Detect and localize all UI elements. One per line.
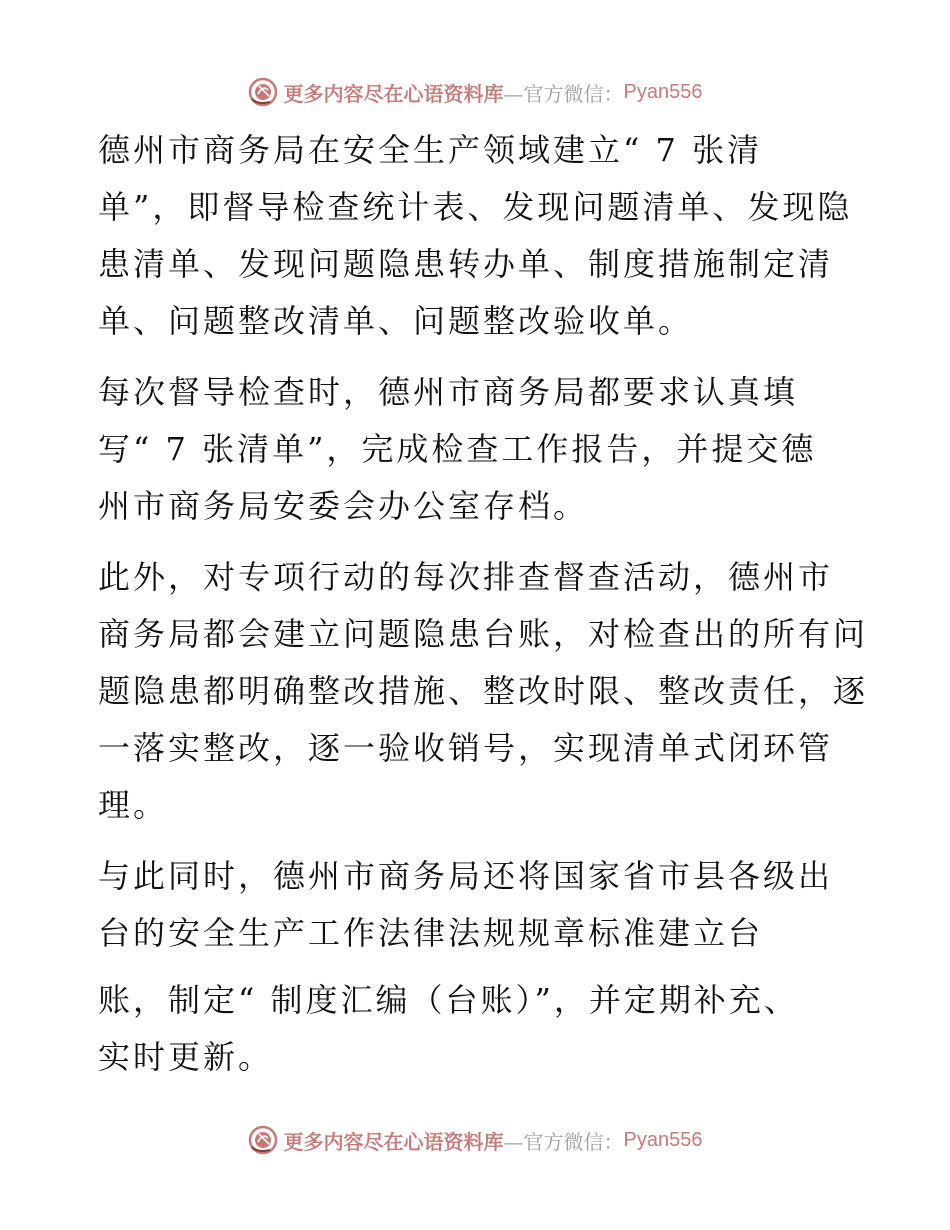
text-line: 商务局都会建立问题隐患台账，对检查出的所有问 bbox=[98, 615, 869, 653]
text-line: 写“ 7 张清单”，完成检查工作报告，并提交德 bbox=[98, 430, 817, 468]
watermark-label: —官方微信： bbox=[503, 81, 624, 106]
text-line: 此外，对专项行动的每次排查督查活动，德州市 bbox=[98, 558, 834, 596]
paragraph-1 bbox=[98, 122, 858, 350]
header-watermark bbox=[0, 72, 950, 112]
watermark-text: 更多内容尽在心语资料库 bbox=[283, 1129, 504, 1154]
watermark-text: 更多内容尽在心语资料库 bbox=[283, 81, 504, 106]
text-line: 与此同时，德州市商务局还将国家省市县各级出 bbox=[98, 857, 834, 895]
text-line: 一落实整改，逐一验收销号，实现清单式闭环管 bbox=[98, 729, 834, 767]
text-line: 理。 bbox=[98, 786, 169, 824]
text-line: 州市商务局安委会办公室存档。 bbox=[98, 487, 589, 525]
text-line: 账，制定“ 制度汇编（台账）”，并定期补充、 bbox=[98, 981, 799, 1019]
text-line: 单”，即督导检查统计表、发现问题清单、发现隐 bbox=[98, 188, 853, 226]
paragraph-3 bbox=[98, 549, 869, 834]
text-line: 题隐患都明确整改措施、整改时限、整改责任，逐 bbox=[98, 672, 869, 710]
text-line: 患清单、发现问题隐患转办单、制度措施制定清 bbox=[98, 245, 834, 283]
text-line: 每次督导检查时，德州市商务局都要求认真填 bbox=[98, 373, 799, 411]
paragraph-2 bbox=[98, 364, 858, 535]
paragraph-4 bbox=[98, 848, 858, 962]
text-line: 德州市商务局在安全生产领域建立“ 7 张清 bbox=[98, 131, 763, 169]
watermark-label: —官方微信： bbox=[503, 1129, 624, 1154]
text-line: 台的安全生产工作法律法规规章标准建立台 bbox=[98, 914, 764, 952]
watermark-wechat-id: Pyan556 bbox=[623, 1128, 703, 1151]
document-body bbox=[98, 122, 869, 1086]
footer-watermark bbox=[0, 1120, 950, 1160]
text-line: 实时更新。 bbox=[98, 1038, 274, 1076]
paragraph-5 bbox=[98, 972, 858, 1086]
flower-seal-icon bbox=[248, 77, 278, 107]
flower-seal-icon bbox=[248, 1125, 278, 1155]
watermark-wechat-id: Pyan556 bbox=[623, 80, 703, 103]
text-line: 单、问题整改清单、问题整改验收单。 bbox=[98, 302, 694, 340]
